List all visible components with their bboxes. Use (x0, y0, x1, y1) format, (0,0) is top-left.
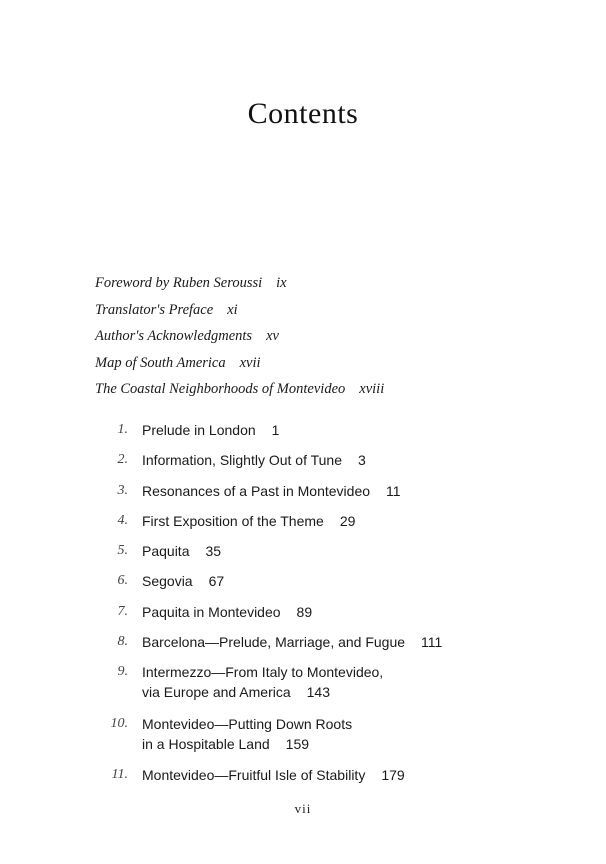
chapter-entry (100, 420, 570, 450)
chapter-title: First Exposition of the Theme (142, 512, 324, 529)
chapter-title: Barcelona—Prelude, Marriage, and Fugue (142, 634, 406, 651)
chapter-page: 11 (386, 482, 401, 499)
front-matter-item (95, 352, 565, 379)
front-matter-label: The Coastal Neighborhoods of Montevideo (95, 381, 346, 397)
chapter-entry (100, 765, 570, 795)
chapter-page: 35 (205, 543, 222, 560)
front-matter-label: Foreword by Ruben Seroussi (95, 275, 263, 291)
chapter-number: 4. (117, 512, 128, 528)
chapter-title: Intermezzo—From Italy to Montevideo, (142, 664, 384, 681)
chapter-title: Resonances of a Past in Montevideo (142, 482, 371, 499)
chapter-number: 5. (117, 543, 128, 559)
chapter-page: 159 (285, 735, 310, 752)
chapter-entry (100, 602, 570, 632)
chapter-entry (100, 541, 570, 571)
chapter-page: 89 (296, 603, 313, 620)
front-matter-item (95, 272, 565, 299)
chapter-title: Information, Slightly Out of Tune (142, 452, 342, 469)
chapter-number: 11. (111, 767, 128, 783)
front-matter-label: Translator's Preface (95, 301, 214, 318)
chapter-title: Prelude in London (142, 422, 256, 438)
chapter-title: Segovia (142, 573, 193, 590)
chapter-number: 8. (117, 634, 128, 650)
page-number: vii (294, 801, 312, 816)
chapter-number: 9. (117, 664, 128, 680)
chapter-page: 29 (339, 512, 356, 529)
front-matter-label: Author's Acknowledgments (95, 328, 253, 344)
chapter-title: Montevideo—Putting Down Roots (142, 715, 353, 732)
chapter-title: Paquita (142, 543, 190, 560)
chapter-page: 67 (208, 573, 225, 590)
front-matter-page: ix (276, 275, 287, 291)
chapter-number: 3. (117, 482, 128, 498)
chapter-entry (100, 632, 570, 662)
front-matter-list (95, 272, 565, 405)
chapter-entry (100, 450, 570, 480)
page-title: Contents (247, 97, 359, 130)
chapter-page: 143 (306, 684, 330, 701)
chapter-page: 179 (381, 767, 405, 784)
front-matter-label: Map of South America (95, 354, 226, 371)
chapter-title-continued: in a Hospitable Land (142, 735, 270, 752)
front-matter-page: xv (266, 328, 279, 344)
chapter-entry (100, 481, 570, 511)
front-matter-page: xviii (359, 381, 385, 397)
chapter-title: Montevideo—Fruitful Isle of Stability (142, 767, 366, 784)
chapter-number: 6. (117, 573, 128, 589)
front-matter-item (95, 378, 565, 405)
chapter-number: 2. (117, 452, 128, 468)
chapter-list (100, 420, 570, 796)
chapter-entry (100, 662, 570, 714)
front-matter-item (95, 299, 565, 326)
chapter-page: 1 (271, 422, 280, 438)
chapter-entry (100, 714, 570, 766)
chapter-number: 1. (117, 422, 128, 437)
chapter-number: 10. (110, 715, 128, 731)
chapter-number: 7. (117, 603, 128, 619)
chapter-page: 3 (358, 452, 366, 469)
chapter-entry (100, 511, 570, 541)
chapter-entry (100, 571, 570, 601)
chapter-title-continued: via Europe and America (142, 684, 291, 701)
chapter-page: 111 (421, 634, 443, 651)
front-matter-item (95, 325, 565, 352)
front-matter-page: xi (227, 301, 238, 318)
front-matter-page: xvii (239, 354, 261, 371)
chapter-title: Paquita in Montevideo (142, 603, 281, 620)
